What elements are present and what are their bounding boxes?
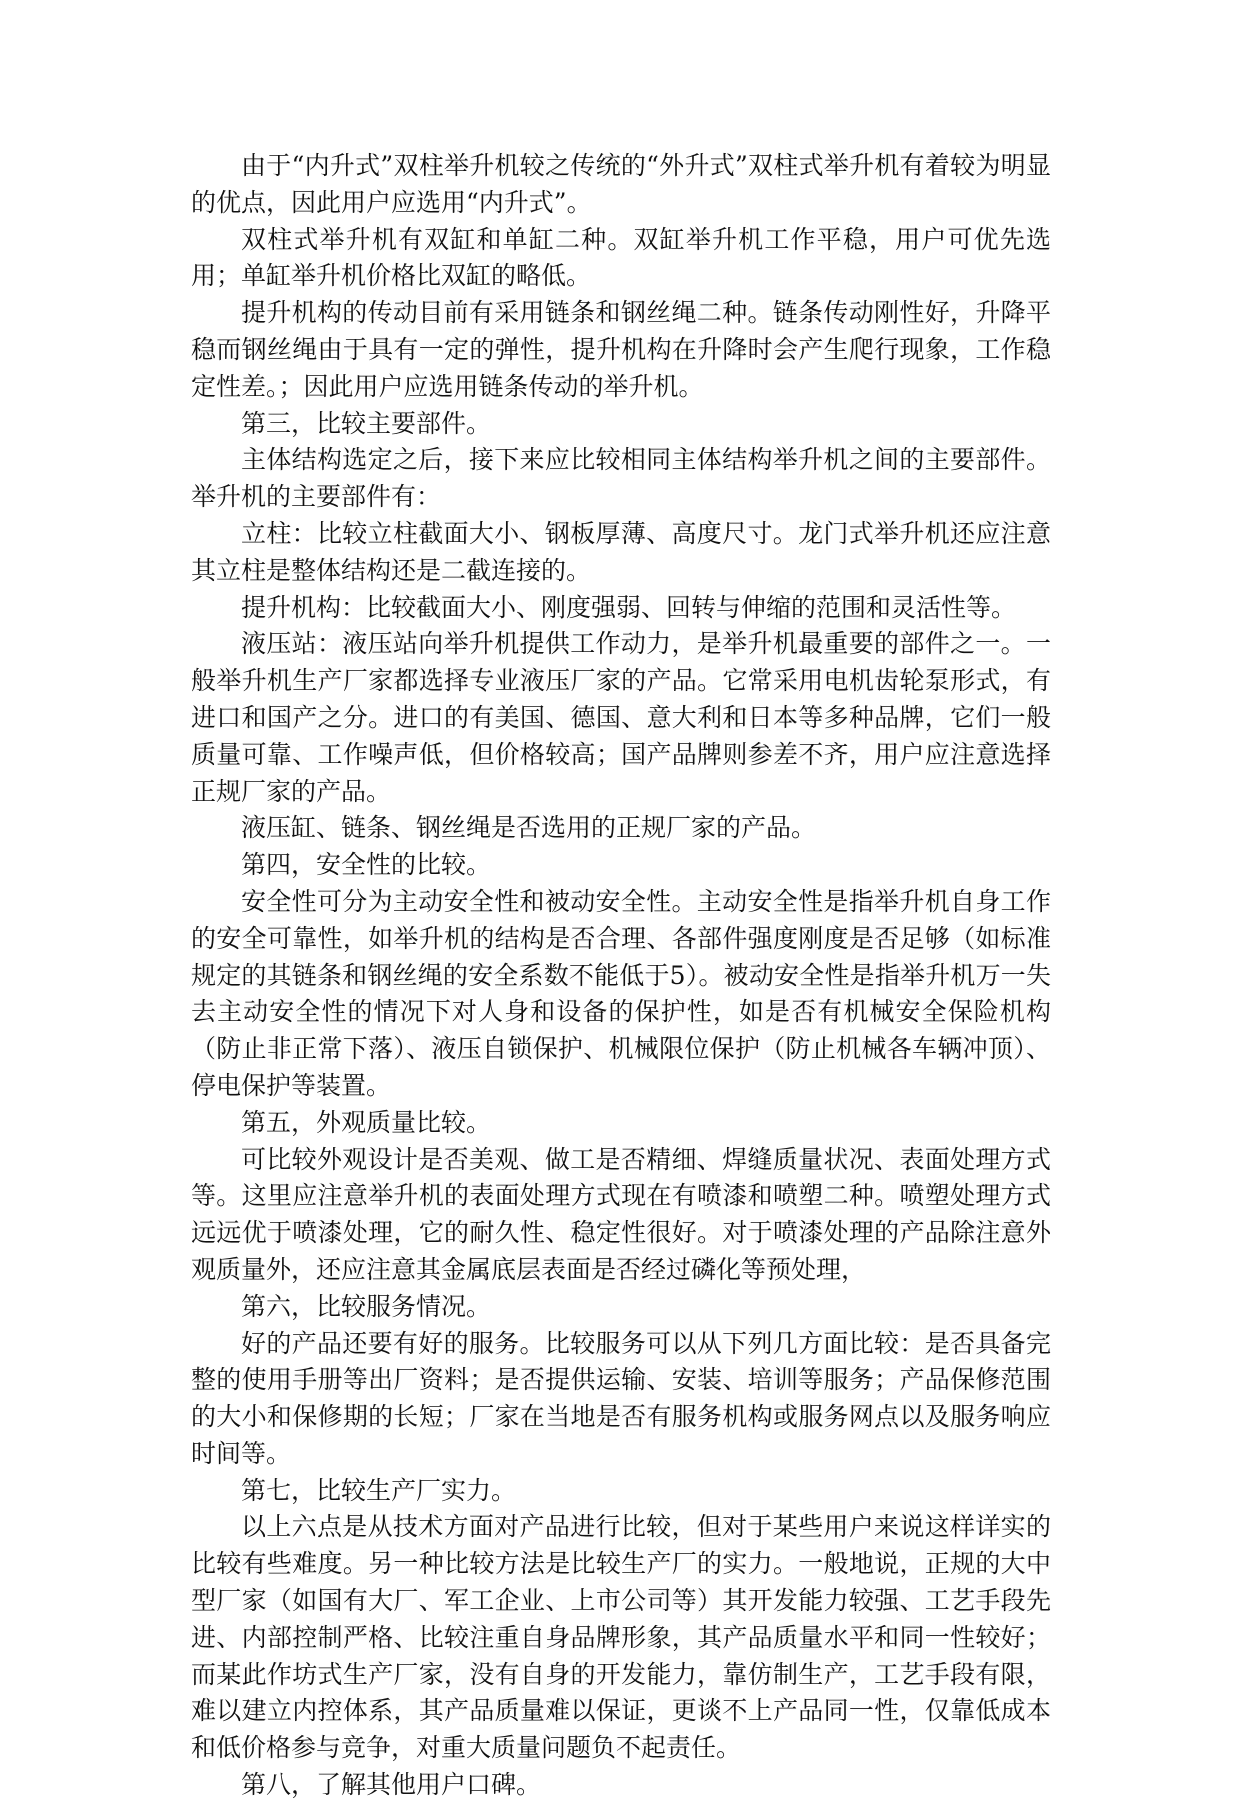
paragraph: 液压缸、链条、钢丝绳是否选用的正规厂家的产品。 <box>241 813 817 843</box>
paragraph: 主体结构选定之后，接下来应比较相同主体结构举升机之间的主要部件。举升机的主要部件有： <box>191 445 1051 512</box>
paragraph: 可比较外观设计是否美观、做工是否精细、焊缝质量状况、表面处理方式等。这里应注意举升机的表面处理方式现在有喷漆和喷塑二种。喷塑处理方式远远优于喷漆处理，它的耐久性、稳定性很好。对于喷漆处理的产品除注意外观质量外，还应注意其金属底层表面是否经过磷化等预处理， <box>191 1144 1051 1284</box>
paragraph: 双柱式举升机有双缸和单缸二种。双缸举升机工作平稳，用户可优先选用；单缸举升机价格比双缸的略低。 <box>191 224 1051 291</box>
section-heading: 第六，比较服务情况。 <box>241 1291 492 1321</box>
paragraph: 提升机构：比较截面大小、刚度强弱、回转与伸缩的范围和灵活性等。 <box>241 592 1017 622</box>
paragraph: 好的产品还要有好的服务。比较服务可以从下列几方面比较：是否具备完整的使用手册等出厂资料；是否提供运输、安装、培训等服务；产品保修范围的大小和保修期的长短；厂家在当地是否有服务机构或服务网点以及服务响应时间等。 <box>191 1328 1051 1468</box>
paragraph: 立柱：比较立柱截面大小、钢板厚薄、高度尺寸。龙门式举升机还应注意其立柱是整体结构还是二截连接的。 <box>191 518 1051 585</box>
paragraph: 安全性可分为主动安全性和被动安全性。主动安全性是指举升机自身工作的安全可靠性，如举升机的结构是否合理、各部件强度刚度是否足够（如标准规定的其链条和钢丝绳的安全系数不能低于5）。被动安全性是指举升机万一失去主动安全性的情况下对人身和设备的保护性，如是否有机械安全保险机构（防止非正常下落）、液压自锁保护、机械限位保护（防止机械各车辆冲顶）、停电保护等装置。 <box>191 886 1051 1100</box>
section-heading: 第八，了解其他用户口碑。 <box>241 1770 542 1800</box>
paragraph: 液压站：液压站向举升机提供工作动力，是举升机最重要的部件之一。一般举升机生产厂家都选择专业液压厂家的产品。它常采用电机齿轮泵形式，有进口和国产之分。进口的有美国、德国、意大利和日本等多种品牌，它们一般质量可靠、工作噪声低，但价格较高；国产品牌则参差不齐，用户应注意选择正规厂家的产品。 <box>191 629 1051 806</box>
section-heading: 第四，安全性的比较。 <box>241 850 492 880</box>
paragraph: 由于“内升式”双柱举升机较之传统的“外升式”双柱式举升机有着较为明显的优点，因此用户应选用“内升式”。 <box>191 151 1051 217</box>
section-heading: 第三，比较主要部件。 <box>241 408 492 438</box>
paragraph: 提升机构的传动目前有采用链条和钢丝绳二种。链条传动刚性好，升降平稳而钢丝绳由于具有一定的弹性，提升机构在升降时会产生爬行现象，工作稳定性差。；因此用户应选用链条传动的举升机。 <box>191 298 1051 401</box>
section-heading: 第七，比较生产厂实力。 <box>241 1475 517 1505</box>
section-heading: 第五，外观质量比较。 <box>241 1107 492 1137</box>
document-body <box>191 148 1051 1804</box>
paragraph: 以上六点是从技术方面对产品进行比较，但对于某些用户来说这样详实的比较有些难度。另一种比较方法是比较生产厂的实力。一般地说，正规的大中型厂家（如国有大厂、军工企业、上市公司等）其开发能力较强、工艺手段先进、内部控制严格、比较注重自身品牌形象，其产品质量水平和同一性较好；而某此作坊式生产厂家，没有自身的开发能力，靠仿制生产，工艺手段有限，难以建立内控体系，其产品质量难以保证，更谈不上产品同一性，仅靠低成本和低价格参与竞争，对重大质量问题负不起责任。 <box>191 1512 1051 1763</box>
